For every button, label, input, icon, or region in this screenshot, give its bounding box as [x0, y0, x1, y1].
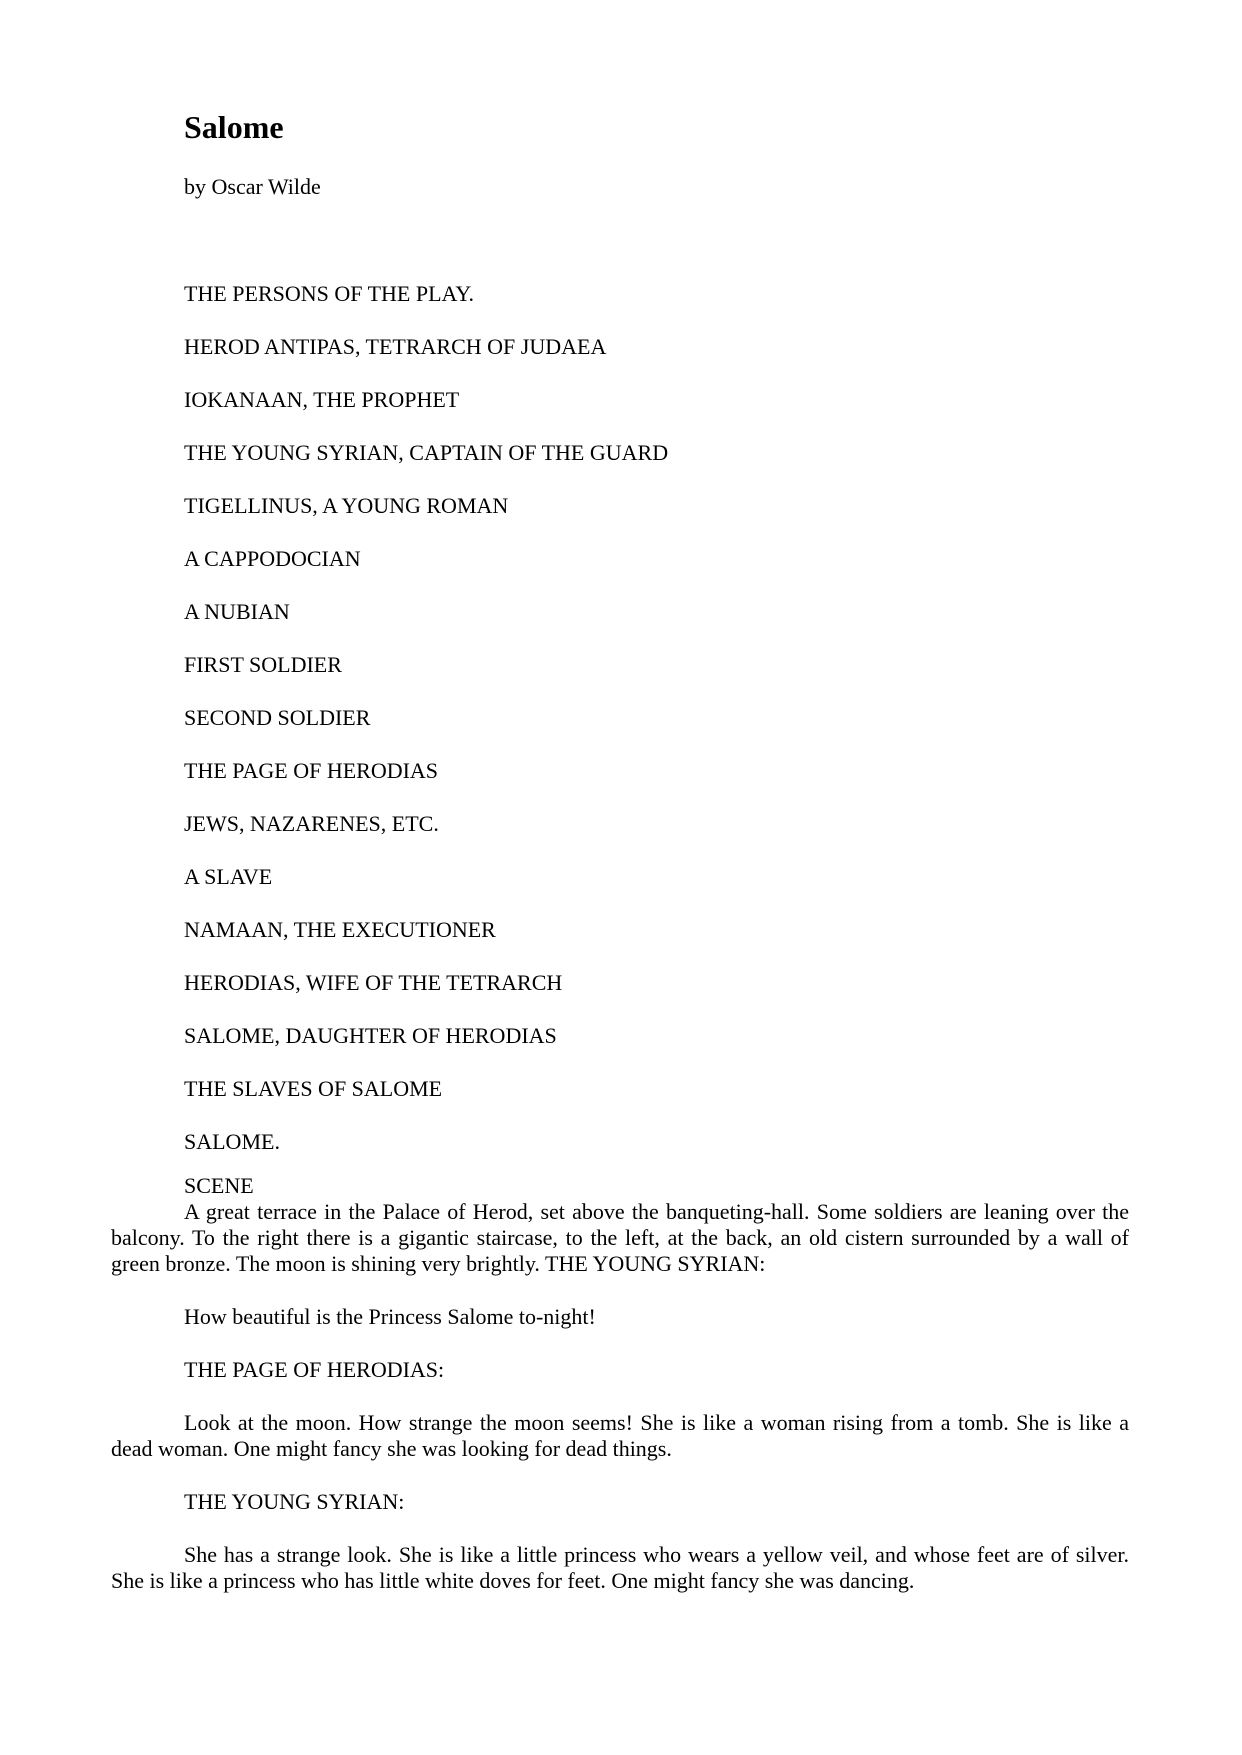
persons-of-the-play-list [184, 281, 668, 1182]
person-item: A NUBIAN [184, 599, 290, 624]
person-item: IOKANAAN, THE PROPHET [184, 387, 460, 412]
person-item: JEWS, NAZARENES, ETC. [184, 811, 439, 836]
person-item: TIGELLINUS, A YOUNG ROMAN [184, 493, 509, 518]
document-author: by Oscar Wilde [184, 174, 321, 199]
person-item: THE YOUNG SYRIAN, CAPTAIN OF THE GUARD [184, 440, 669, 465]
dialogue-line: Look at the moon. How strange the moon seems! She is like a woman rising from a tomb. She is like a dead woman. One might fancy she was looking for dead things. [111, 1410, 1129, 1461]
person-item: FIRST SOLDIER [184, 652, 342, 677]
scene-description: A great terrace in the Palace of Herod, set above the banqueting-hall. Some soldiers are leaning over the balcony. To the right there is a gigantic staircase, to the left, at the back, an old cistern surrounded by a wall of green bronze. The moon is shining very brightly. THE YOUNG SYRIAN: [111, 1199, 1129, 1276]
dialogue-line: She has a strange look. She is like a little princess who wears a yellow veil, and whose feet are of silver. She is like a princess who has little white doves for feet. One might fancy she was dancing. [111, 1542, 1129, 1593]
dialogue-line: How beautiful is the Princess Salome to-night! [184, 1304, 596, 1329]
person-item: THE SLAVES OF SALOME [184, 1076, 443, 1101]
speaker-name: THE PAGE OF HERODIAS: [184, 1357, 445, 1382]
person-item: SALOME. [184, 1129, 280, 1154]
person-item: HEROD ANTIPAS, TETRARCH OF JUDAEA [184, 334, 607, 359]
document-title: Salome [184, 109, 284, 145]
speaker-name: THE YOUNG SYRIAN: [184, 1489, 405, 1514]
person-item: A SLAVE [184, 864, 273, 889]
person-item: HERODIAS, WIFE OF THE TETRARCH [184, 970, 563, 995]
person-item: SALOME, DAUGHTER OF HERODIAS [184, 1023, 557, 1048]
person-item: A CAPPODOCIAN [184, 546, 361, 571]
person-item: THE PAGE OF HERODIAS [184, 758, 439, 783]
persons-heading: THE PERSONS OF THE PLAY. [184, 281, 474, 306]
person-item: SECOND SOLDIER [184, 705, 371, 730]
scene-heading: SCENE [184, 1173, 254, 1198]
person-item: NAMAAN, THE EXECUTIONER [184, 917, 496, 942]
play-text [111, 1173, 1129, 1594]
